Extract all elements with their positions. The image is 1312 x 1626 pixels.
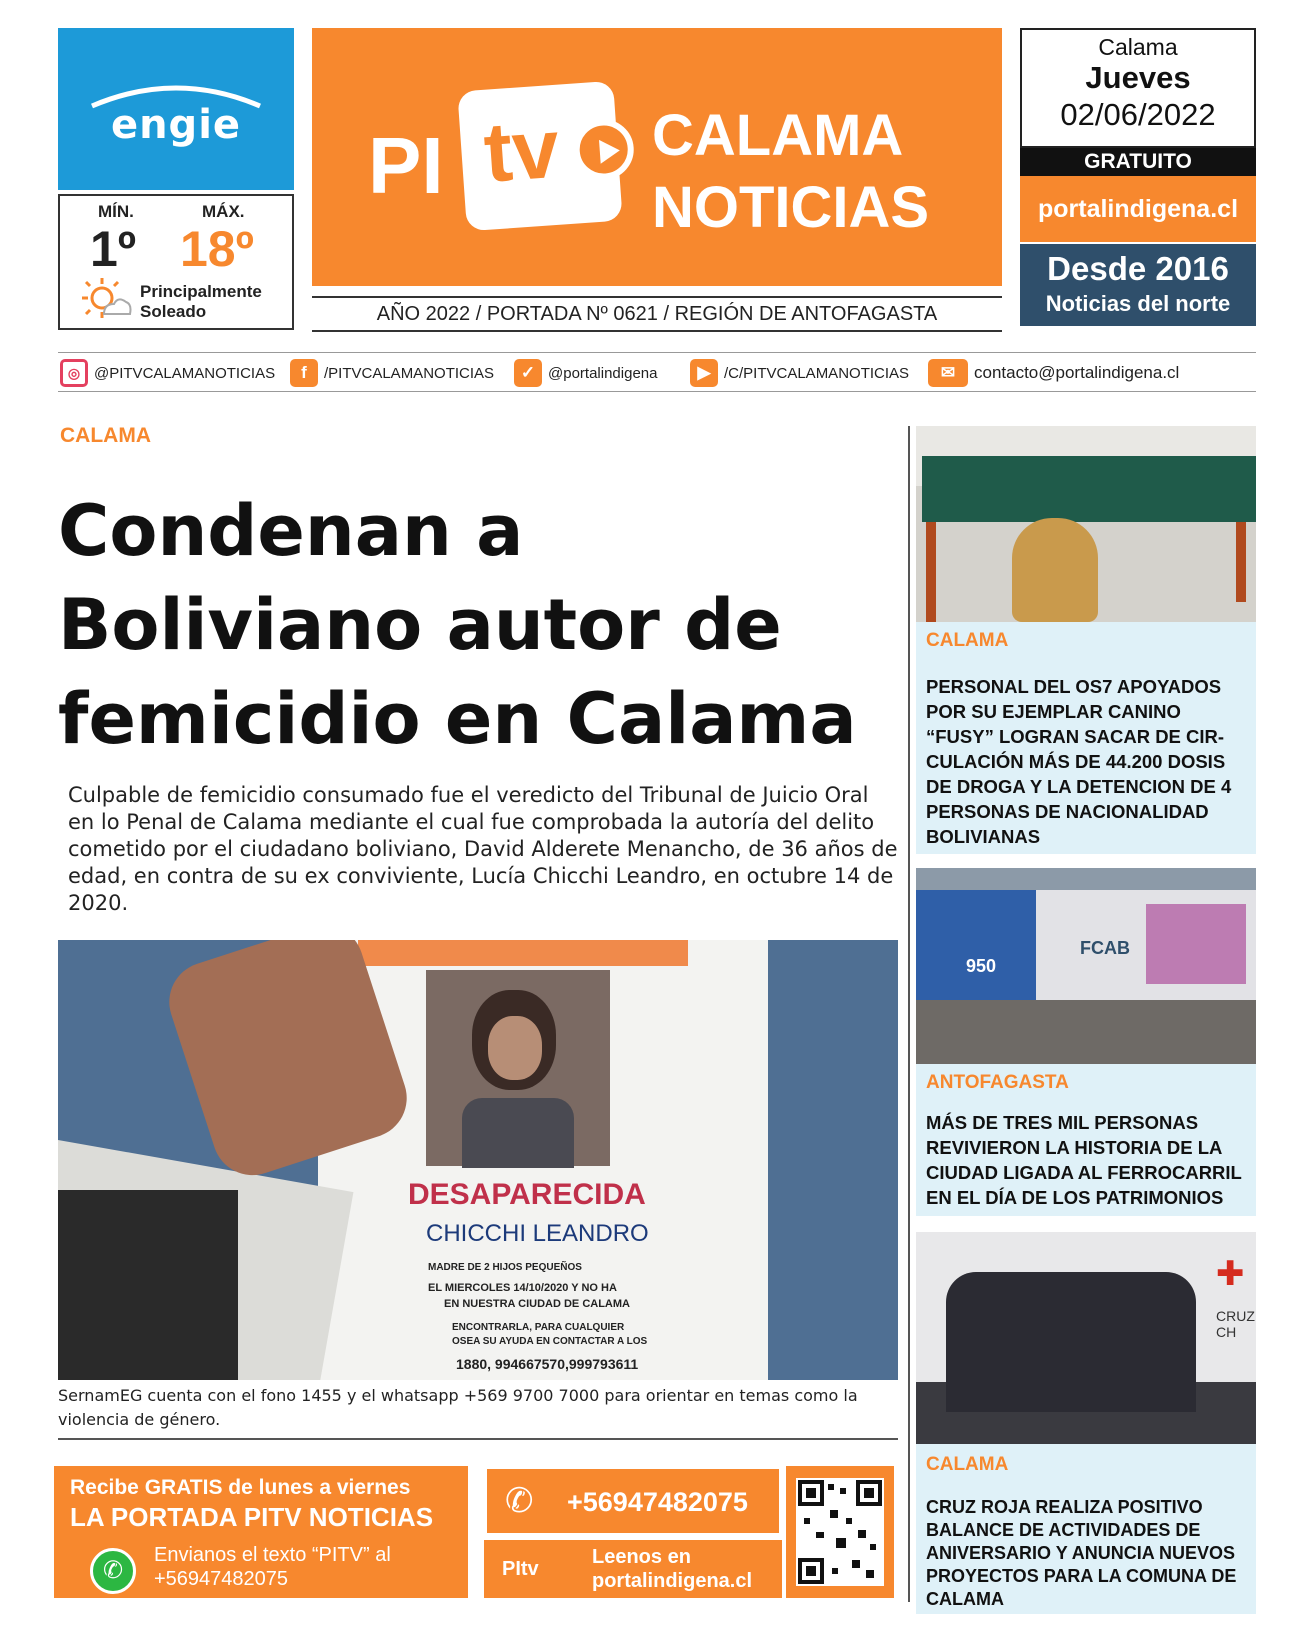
sidebar-kicker-2: ANTOFAGASTA (926, 1072, 1069, 1093)
poster (318, 940, 768, 1380)
promo-phone-number: +56947482075 (567, 1487, 748, 1517)
social-email[interactable] (928, 359, 1179, 387)
weather-condition: Principalmente Soleado (140, 282, 262, 321)
social-instagram[interactable] (60, 359, 275, 387)
train-mural (1146, 904, 1246, 984)
sidebar-story-3[interactable] (916, 1232, 1256, 1614)
main-photo (58, 940, 898, 1380)
promo-read[interactable] (484, 1540, 782, 1598)
portrait-face (488, 1016, 542, 1080)
date-weekday: Jueves (1085, 60, 1191, 95)
photo-caption: SernamEG cuenta con el fono 1455 y el whatsapp +569 9700 7000 para orientar en temas como la violencia de género. (58, 1384, 898, 1440)
masthead-title-line2: NOTICIAS (652, 175, 930, 240)
since-tagline: Noticias del norte (1045, 291, 1231, 316)
red-cross-banner: CRUZ CH (1216, 1308, 1255, 1340)
poster-line4: ENCONTRARLA, PARA CUALQUIER (452, 1322, 625, 1333)
promo-send-number: +56947482075 (154, 1568, 289, 1590)
engie-wordmark: engie (110, 102, 242, 148)
logo-tv-box (457, 81, 622, 232)
date-value: 02/06/2022 (1060, 97, 1216, 132)
date-city: Calama (1098, 34, 1178, 60)
dog (1012, 518, 1098, 622)
instagram-icon: ◎ (60, 359, 88, 387)
promo-line1: Recibe GRATIS de lunes a viernes (70, 1476, 411, 1499)
website-link[interactable]: portalindigena.cl (1020, 176, 1256, 242)
poster-name: CHICCHI LEANDRO (426, 1220, 649, 1247)
social-facebook-label: /PITVCALAMANOTICIAS (324, 364, 495, 382)
portrait-shirt (462, 1098, 574, 1168)
social-twitter[interactable] (514, 359, 657, 387)
qr-code-box[interactable] (786, 1466, 894, 1598)
phone-icon: ✆ (505, 1482, 534, 1520)
facebook-icon: f (290, 359, 318, 387)
promo-subscribe[interactable] (54, 1466, 468, 1598)
masthead-title (652, 100, 929, 244)
youtube-icon: ▶ (690, 359, 718, 387)
promo-logo: PItv (502, 1558, 539, 1580)
train-logo: FCAB (1080, 938, 1130, 958)
sidebar-kicker-1: CALAMA (926, 630, 1009, 651)
poster-line2: EL MIERCOLES 14/10/2020 Y NO HA (428, 1282, 617, 1294)
poster-title: DESAPARECIDA (408, 1178, 646, 1211)
social-email-label: contacto@portalindigena.cl (974, 363, 1180, 382)
social-youtube-label: /C/PITVCALAMANOTICIAS (724, 364, 910, 382)
weather-box (58, 194, 294, 330)
poster-portrait (426, 970, 610, 1166)
green-table (922, 456, 1256, 522)
table-leg-left (926, 522, 936, 622)
twitter-icon: ✓ (514, 359, 542, 387)
train-number: 950 (966, 956, 997, 976)
partly-sunny-icon (80, 276, 132, 324)
people-group (946, 1272, 1196, 1412)
promo-line2: LA PORTADA PITV NOTICIAS (70, 1502, 434, 1532)
poster-phones: 1880, 994667570,999793611 (456, 1356, 639, 1372)
sidebar-story-1[interactable] (916, 426, 1256, 854)
promo-send-text: Envianos el texto “PITV” al (154, 1544, 391, 1566)
poster-line5: OSEA SU AYUDA EN CONTACTAR A LOS (452, 1336, 648, 1347)
email-icon: ✉ (928, 359, 968, 387)
logo-pi: PI (368, 121, 444, 210)
sidebar-text-3: CRUZ ROJA REALIZA POSITIVO BALANCE DE ACTIVIDADES DE ANIVERSARIO Y ANUNCIA NUEVOS PROYECTOS PARA LA COMUNA DE CALAMA (926, 1497, 1237, 1609)
poster-line3: EN NUESTRA CIUDAD DE CALAMA (444, 1298, 630, 1310)
main-headline[interactable]: Condenan a Boliviano autor de femicidio en Calama (58, 490, 857, 760)
sidebar-image-2 (916, 868, 1256, 1064)
sidebar-image-1 (916, 426, 1256, 622)
whatsapp-icon: ✆ (90, 1548, 136, 1594)
engie-sponsor-logo[interactable] (58, 28, 294, 190)
social-bar (58, 352, 1256, 392)
min-temp: 1º (90, 221, 137, 277)
red-cross-icon: ✚ (1216, 1254, 1245, 1294)
promo-read-site: portalindigena.cl (592, 1570, 753, 1592)
main-kicker: CALAMA (60, 424, 151, 447)
masthead-subtitle: AÑO 2022 / PORTADA Nº 0621 / REGIÓN DE ANTOFAGASTA (312, 296, 1002, 332)
locomotive-cab (916, 890, 1036, 1000)
flyer-dark-area (58, 1190, 238, 1380)
sidebar-kicker-3: CALAMA (926, 1454, 1009, 1475)
poster-header-strip (358, 940, 688, 966)
masthead[interactable] (312, 28, 1002, 286)
main-lede: Culpable de femicidio consumado fue el veredicto del Tribunal de Juicio Oral en lo Penal de Calama mediante el cual fue comprobada la autoría del delito cometido por el ciudadano boliviano, David Alderete Menancho, de 36 años de edad, en contra de su ex conviviente, Lucía Chicchi Leandro, en octubre 14 de 2020. (68, 783, 898, 915)
max-label: MÁX. (202, 202, 245, 221)
poster-line1: MADRE DE 2 HIJOS PEQUEÑOS (428, 1262, 582, 1273)
since-year: Desde 2016 (1047, 250, 1229, 287)
sidebar-image-3 (916, 1232, 1256, 1444)
sidebar-text-2: MÁS DE TRES MIL PERSONAS REVIVIERON LA HISTORIA DE LA CIUDAD LIGADA AL FERROCARRIL EN EL DÍA DE LOS PATRIMONIOS (926, 1112, 1242, 1208)
promo-phone[interactable] (484, 1466, 782, 1536)
masthead-title-line1: CALAMA (652, 103, 904, 168)
social-instagram-label: @PITVCALAMANOTICIAS (94, 364, 276, 382)
qr-code-icon (796, 1478, 884, 1586)
table-leg-right (1236, 522, 1246, 602)
max-temp: 18º (180, 221, 254, 277)
logo-tv: tv (481, 100, 563, 200)
since-box (1020, 244, 1256, 326)
date-box (1020, 28, 1256, 148)
promo-read-label: Leenos en (592, 1546, 691, 1568)
sidebar-text-1: PERSONAL DEL OS7 APOYADOS POR SU EJEMPLAR CANINO “FUSY” LOGRAN SACAR DE CIR-CULACIÓN MÁS DE 44.200 DOSIS DE DROGA Y LA DETENCION DE 4 PERSONAS DE NACIONALIDAD BOLIVIANAS (926, 676, 1232, 847)
social-twitter-label: @portalindigena (548, 364, 658, 382)
social-facebook[interactable] (290, 359, 494, 387)
sidebar-divider (908, 426, 910, 1602)
social-youtube[interactable] (690, 359, 909, 387)
sidebar-story-2[interactable] (916, 868, 1256, 1216)
min-label: MÍN. (98, 202, 134, 221)
crowd (916, 1000, 1256, 1064)
price-badge: GRATUITO (1020, 148, 1256, 176)
